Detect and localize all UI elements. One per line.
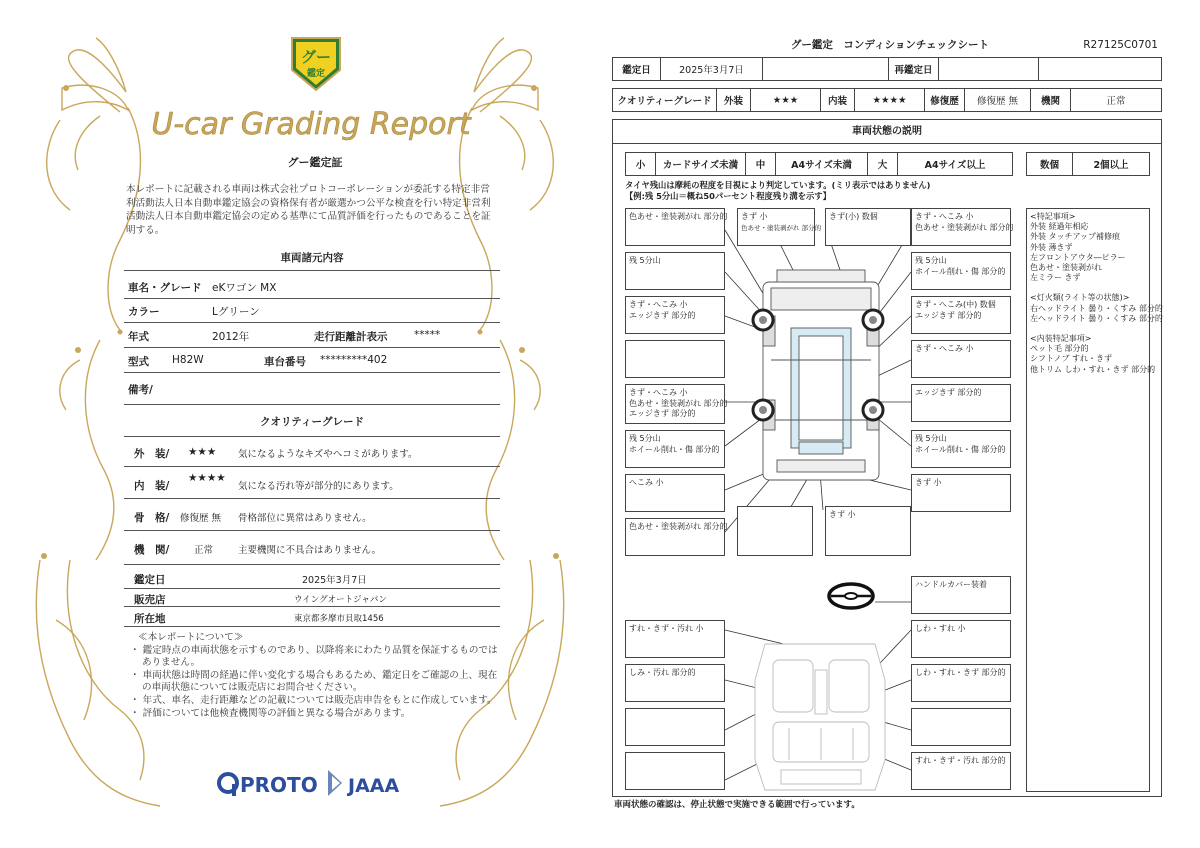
divider: [124, 436, 500, 437]
engine-value: 正常: [194, 545, 214, 556]
proto-logo-icon: [219, 773, 318, 797]
condition-box: 残 5分山 ホイール削れ・傷 部分的: [911, 430, 1011, 468]
condition-box: しわ・すれ 小: [911, 620, 1011, 658]
legend-small: 小: [626, 153, 656, 176]
appraisal-date-value: 2025年3月7日: [302, 575, 367, 586]
repair-label: 修復歴: [925, 89, 965, 112]
condition-box: ハンドルカバー装着: [911, 576, 1011, 614]
notes-item: 外装 経過年相応: [1030, 222, 1089, 232]
condition-box: エッジきず 部分的: [911, 384, 1011, 422]
condition-check-sheet: [600, 0, 1200, 848]
year-label: 年式: [128, 331, 149, 343]
exterior-text: 気になるようなキズやヘコミがあります。: [238, 449, 418, 460]
odometer-label: 走行距離計表示: [314, 331, 388, 343]
notes-box: [1026, 208, 1163, 792]
chassis-label: 車台番号: [264, 356, 306, 368]
notes-item: 外装 薄きず: [1030, 242, 1073, 252]
date-value: 2025年3月7日: [661, 58, 763, 81]
model-value: H82W: [172, 354, 204, 366]
divider: [124, 322, 500, 323]
condition-box: きず(小) 数個: [825, 208, 911, 246]
condition-box: 色あせ・塗装剥がれ 部分的: [625, 518, 725, 556]
badge-text-line2: 鑑定: [306, 69, 326, 79]
notes-item: 左フロントアウタ―ピラー: [1030, 252, 1126, 262]
engine-label: 機 関/: [134, 544, 170, 556]
legend-count: 数個: [1027, 153, 1073, 176]
condition-box: 残 5分山 ホイール削れ・傷 部分的: [625, 430, 725, 468]
quality-table: [612, 88, 1162, 112]
divider: [124, 530, 500, 531]
notice-item: ・ 車両状態は時間の経過に伴い変化する場合もあるため、鑑定日をご確認の上、現在の車両状態については販売店にお問合せください。: [130, 669, 498, 694]
condition-box: きず 小: [825, 506, 911, 556]
divider: [124, 498, 500, 499]
notes-interior-title: <内装特記事項>: [1030, 334, 1092, 344]
goo-appraisal-badge-icon: [286, 30, 346, 94]
frame-value: 修復歴 無: [180, 513, 222, 524]
divider: [124, 626, 500, 627]
divider: [124, 466, 500, 467]
interior-text: 気になる汚れ等が部分的にあります。: [238, 481, 399, 492]
notice-block: [128, 632, 498, 720]
car-interior-view-icon: [755, 644, 885, 790]
legend-large: 大: [868, 153, 898, 176]
steering-wheel-icon: [829, 584, 873, 608]
condition-box: すれ・きず・汚れ 小: [625, 620, 725, 658]
condition-box: へこみ 小: [625, 474, 725, 512]
condition-box: しわ・すれ・きず 部分的: [911, 664, 1011, 702]
condition-box: 残 5分山 ホイール削れ・傷 部分的: [911, 252, 1011, 290]
appraisal-date-label: 鑑定日: [134, 574, 166, 586]
condition-box: きず 小: [911, 474, 1011, 512]
condition-box: 残 5分山: [625, 252, 725, 290]
notice-title: ≪本レポートについて≫: [138, 632, 244, 643]
report-title: [146, 96, 476, 150]
int-label: 内装: [821, 89, 855, 112]
certificate-title: グー鑑定証: [287, 156, 343, 169]
shop-label: 販売店: [134, 594, 166, 606]
divider: [124, 404, 500, 405]
divider: [124, 270, 500, 271]
condition-box: [625, 752, 725, 790]
condition-box: 色あせ・塗装剥がれ 部分的: [625, 208, 725, 246]
sheet-title: グー鑑定 コンディションチェックシート: [790, 39, 990, 51]
year-value: 2012年: [212, 331, 250, 343]
divider: [124, 298, 500, 299]
condition-box: きず・へこみ(中) 数個 エッジきず 部分的: [911, 296, 1011, 334]
interior-label: 内 装/: [134, 480, 170, 492]
condition-box: [625, 708, 725, 746]
ext-stars: ★★★: [751, 89, 821, 112]
notes-special-title: <特記事項>: [1030, 212, 1076, 221]
notes-item: 他トリム しわ・すれ・きず 部分的: [1030, 364, 1156, 374]
condition-panel: [612, 119, 1162, 797]
notes-item: シフトノブ すれ・きず: [1030, 354, 1113, 364]
exterior-stars: ★★★: [188, 446, 217, 458]
frame-label: 骨 格/: [134, 512, 170, 524]
engine-label: 機関: [1031, 89, 1071, 112]
color-label: カラー: [128, 306, 160, 318]
odometer-value: *****: [414, 329, 441, 341]
reappraisal-value: [939, 58, 1039, 81]
date-table: [612, 57, 1162, 81]
int-stars: ★★★★: [855, 89, 925, 112]
notes-item: 外装 タッチアップ補修痕: [1030, 232, 1120, 242]
name-value: eKワゴン MX: [212, 282, 277, 294]
condition-box: きず・へこみ 小 色あせ・塗装剥がれ 部分的 エッジきず 部分的: [625, 384, 725, 424]
engine-text: 主要機関に不具合はありません。: [238, 545, 382, 556]
condition-box: [911, 708, 1011, 746]
name-label: 車名・グレード: [128, 282, 202, 294]
condition-box: すれ・きず・汚れ 部分的: [911, 752, 1011, 790]
ext-label: 外装: [717, 89, 751, 112]
divider: [124, 564, 500, 565]
condition-box: きず 小 色あせ・塗装剥がれ 部分的: [737, 208, 815, 246]
jaaa-logo-icon: [328, 770, 399, 797]
notes-item: 左ミラー きず: [1030, 273, 1081, 283]
divider: [124, 606, 500, 607]
interior-stars: ★★★★: [188, 472, 226, 484]
notes-item: 左ヘッドライト 曇り・くすみ 部分的: [1030, 313, 1163, 323]
tire-note: タイヤ残山は摩耗の程度を目視により判定しています。(ミリ表示ではありません) 【例:残 5分山＝概ね50パーセント程度残り溝を示す】: [625, 180, 931, 201]
notes-item: 色あせ・塗装剥がれ: [1030, 263, 1102, 273]
condition-box: [737, 506, 813, 556]
spec-section-title: 車両諸元内容: [280, 252, 344, 264]
divider: [124, 588, 500, 589]
notice-item: ・ 年式、車名、走行距離などの記載については販売店申告をもとに作成しています。: [130, 694, 497, 706]
svg-text:U-car Grading Report: U-car Grading Report: [151, 107, 471, 142]
exterior-label: 外 装/: [134, 448, 170, 460]
condition-box: しみ・汚れ 部分的: [625, 664, 725, 702]
engine-value: 正常: [1071, 89, 1162, 112]
notes-lamp-title: <灯火類(ライト等の状態)>: [1030, 293, 1130, 303]
remarks-label: 備考/: [128, 384, 153, 396]
condition-box: [625, 340, 725, 378]
address-label: 所在地: [134, 613, 166, 625]
empty-cell: [763, 58, 889, 81]
certificate-text: 本レポートに記載される車両は株式会社プロトコーポレーションが委託する特定非営利活動法人日本自動車鑑定協会の資格保有者が厳選かつ公平な検査を行い特定非営利活動法人日本自動車鑑定協会の定める基準にて品質評価を行ったものであることを証明する。: [126, 184, 491, 236]
divider: [124, 372, 500, 373]
sheet-id: R27125C0701: [1083, 39, 1158, 51]
logos: [216, 766, 416, 800]
quality-section-title: クオリティーグレード: [260, 416, 364, 428]
notes-item: 右ヘッドライト 曇り・くすみ 部分的: [1030, 303, 1163, 313]
shop-value: ウイングオートジャパン: [294, 595, 387, 605]
car-top-view-icon: [763, 270, 879, 480]
legend-medium: 中: [746, 153, 776, 176]
condition-title: 車両状態の説明: [613, 120, 1161, 144]
reappraisal-label: 再鑑定日: [889, 58, 939, 81]
condition-box: きず・へこみ 小 色あせ・塗装剥がれ 部分的: [911, 208, 1011, 246]
date-label: 鑑定日: [613, 58, 661, 81]
quality-label: クオリティーグレード: [613, 89, 717, 112]
empty-cell: [1039, 58, 1162, 81]
condition-box: きず・へこみ 小 エッジきず 部分的: [625, 296, 725, 334]
svg-text:JAAA: JAAA: [348, 775, 400, 797]
chassis-value: *********402: [320, 354, 388, 366]
frame-text: 骨格部位に異常はありません。: [238, 513, 372, 524]
notice-item: ・ 鑑定時点の車両状態を示すものであり、以降将来にわたり品質を保証するものではありません。: [130, 644, 498, 669]
badge-text-line1: グー: [300, 48, 332, 66]
condition-box: きず・へこみ 小: [911, 340, 1011, 378]
svg-text:PROTO: PROTO: [240, 773, 318, 797]
address-value: 東京都多摩市貝取1456: [294, 614, 384, 624]
legend-count-desc: 2個以上: [1073, 153, 1150, 176]
legend-medium-desc: A4サイズ未満: [776, 153, 868, 176]
divider: [124, 347, 500, 348]
color-value: Lグリーン: [212, 306, 260, 318]
model-label: 型式: [128, 356, 149, 368]
legend-large-desc: A4サイズ以上: [898, 153, 1013, 176]
notes-item: ペット毛 部分的: [1030, 344, 1089, 354]
repair-value: 修復歴 無: [965, 89, 1031, 112]
footer-note: 車両状態の確認は、停止状態で実施できる範囲で行っています。: [614, 800, 860, 810]
legend-small-desc: カードサイズ未満: [656, 153, 746, 176]
notice-item: ・ 評価については他検査機関等の評価と異なる場合があります。: [130, 707, 411, 719]
